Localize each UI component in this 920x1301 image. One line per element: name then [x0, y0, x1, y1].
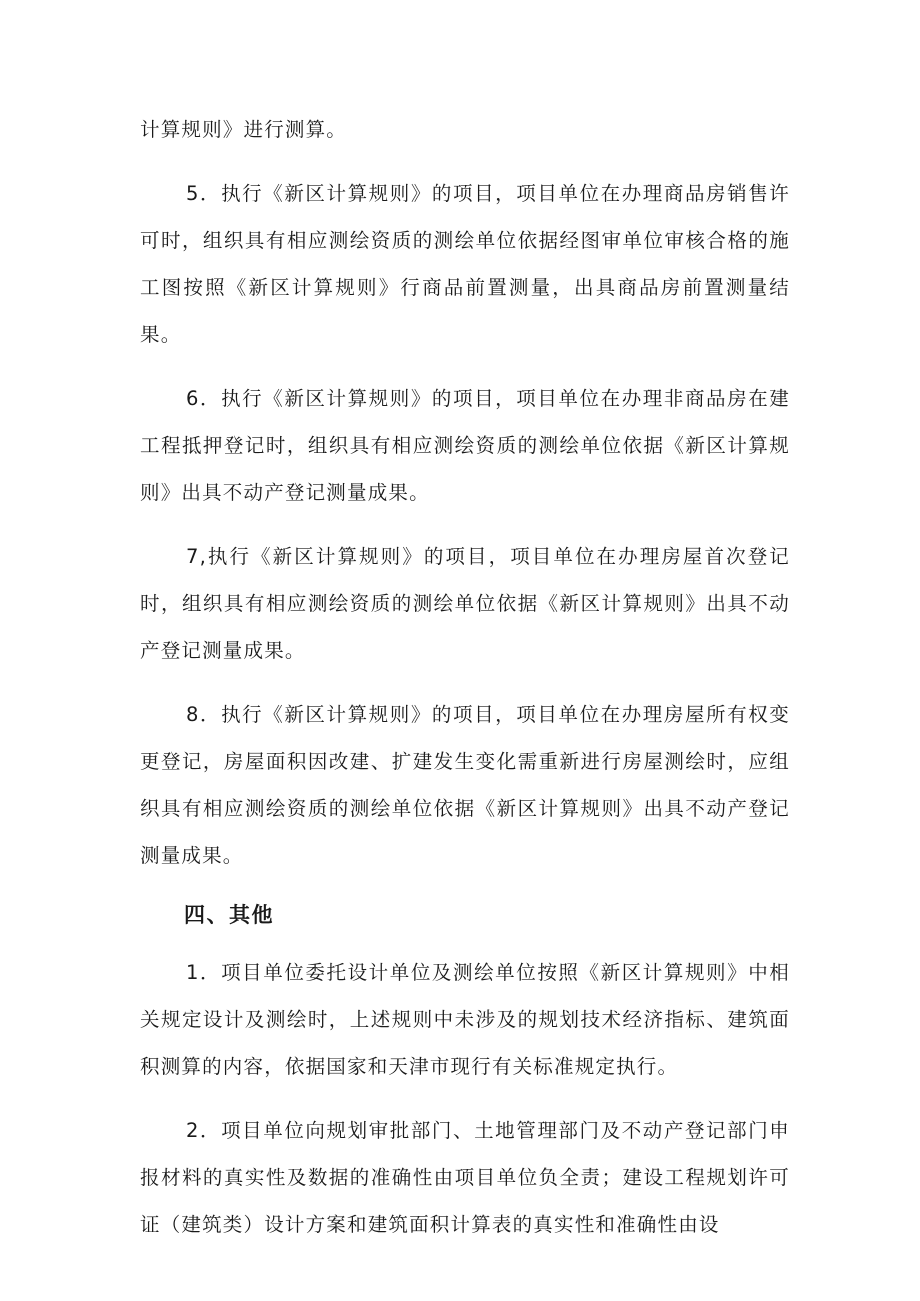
paragraph-continuation: 计算规则》进行测算。 [140, 118, 348, 141]
paragraph-item-8: 8．执行《新区计算规则》的项目，项目单位在办理房屋所有权变更登记，房屋面积因改建、扩建发生变化需重新进行房屋测绘时，应组织具有相应测绘资质的测绘单位依据《新区计算规则》出具不动产登记测量成果。 [140, 703, 790, 867]
paragraph-other-1: 1．项目单位委托设计单位及测绘单位按照《新区计算规则》中相关规定设计及测绘时，上述规则中未涉及的规划技术经济指标、建筑面积测算的内容，依据国家和天津市现行有关标准规定执行。 [140, 961, 790, 1078]
paragraph-other-2: 2．项目单位向规划审批部门、土地管理部门及不动产登记部门申报材料的真实性及数据的准确性由项目单位负全责；建设工程规划许可证（建筑类）设计方案和建筑面积计算表的真实性和准确性由设 [140, 1119, 790, 1236]
paragraph-item-7: 7,执行《新区计算规则》的项目，项目单位在办理房屋首次登记时，组织具有相应测绘资质的测绘单位依据《新区计算规则》出具不动产登记测量成果。 [140, 545, 790, 662]
paragraph-item-6: 6．执行《新区计算规则》的项目，项目单位在办理非商品房在建工程抵押登记时，组织具有相应测绘资质的测绘单位依据《新区计算规则》出具不动产登记测量成果。 [140, 387, 790, 504]
document-body [140, 106, 790, 1265]
section-heading: 四、其他 [184, 903, 274, 927]
paragraph-item-5: 5．执行《新区计算规则》的项目，项目单位在办理商品房销售许可时，组织具有相应测绘资质的测绘单位依据经图审单位审核合格的施工图按照《新区计算规则》行商品前置测量，出具商品房前置测量结果。 [140, 182, 790, 346]
